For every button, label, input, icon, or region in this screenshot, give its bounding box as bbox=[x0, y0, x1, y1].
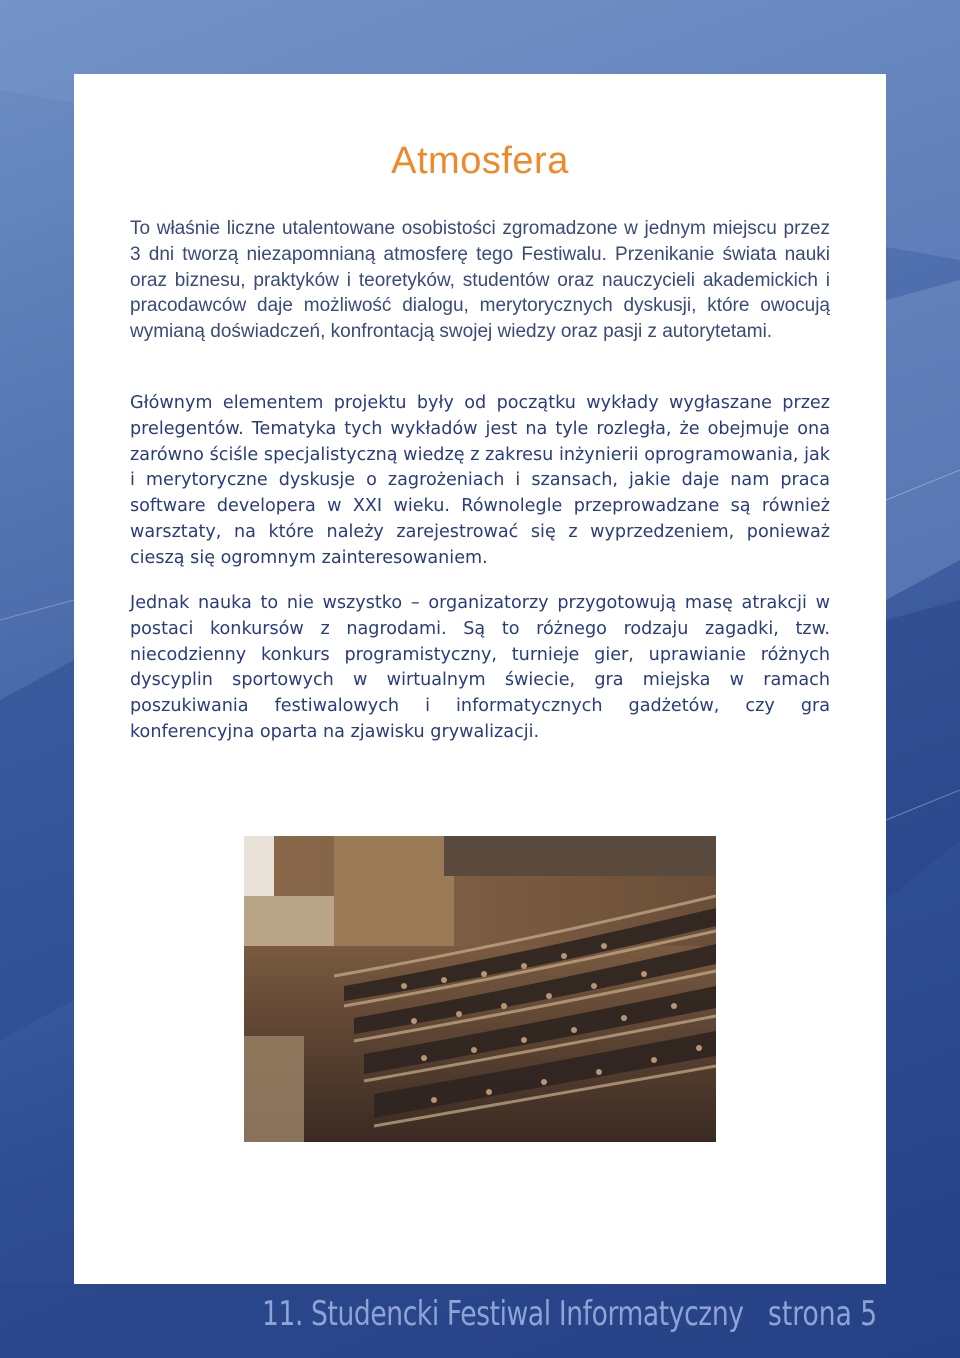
lecture-hall-photo bbox=[244, 836, 716, 1142]
paragraph-lectures: Głównym elementem projektu były od początku wykłady wygłaszane przez prelegentów. Tematyka tych wykładów jest na tyle rozległa, że obejmuje ona zarówno ściśle specjalistyczną wiedzę z zakresu inżynierii oprogramowania, jak i merytoryczne dyskusje o zagrożeniach i szansach, jakie daje nam praca software developera w XXI wieku. Równolegle przeprowadzane są również warsztaty, na które należy zarejestrować się z wyprzedzeniem, ponieważ cieszą się ogromnym zainteresowaniem. bbox=[130, 393, 830, 568]
page-title: Atmosfera bbox=[391, 140, 569, 182]
footer-event-name: 11. Studencki Festiwal Informatyczny bbox=[262, 1294, 744, 1334]
footer-page-number: strona 5 bbox=[768, 1294, 878, 1334]
paragraph-intro: To właśnie liczne utalentowane osobistości zgromadzone w jednym miejscu przez 3 dni tworzą niezapomnianą atmosferę tego Festiwalu. Przenikanie świata nauki oraz biznesu, praktyków i teoretyków, studentów oraz nauczycieli akademickich i pracodawców daje możliwość dialogu, merytorycznych dyskusji, które owocują wymianą doświadczeń, konfrontacją swojej wiedzy oraz pasji z autorytetami. bbox=[130, 218, 830, 343]
paragraph-attractions: Jednak nauka to nie wszystko – organizatorzy przygotowują masę atrakcji w postaci konkursów z nagrodami. Są to różnego rodzaju zagadki, tzw. niecodzienny konkurs programistyczny, turnieje gier, uprawianie różnych dyscyplin sportowych w wirtualnym świecie, gra miejska w ramach poszukiwania festiwalowych i informatycznych gadżetów, czy gra konferencyjna oparta na zjawisku grywalizacji. bbox=[130, 593, 830, 742]
